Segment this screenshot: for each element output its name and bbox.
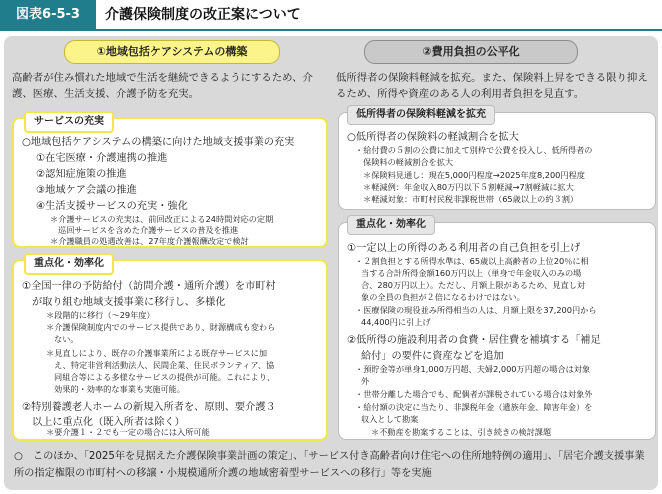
efficiency-note: ＊介護保険制度内でのサービス提供であり、財源構成も変わら [46,322,276,332]
right-efficiency-line: 給付」の要件に資産などを追加 [361,351,504,362]
service-line: ②認知症施策の推進 [36,169,127,180]
right-efficiency-box [338,219,656,440]
left-efficiency-box [12,259,328,441]
low-income-note: ＊軽減対象：市町村民税非課税世帯（65歳以上の約３割） [363,194,579,204]
footer-bullet: ○ [14,451,23,462]
service-line: ○地域包括ケアシステムの構築に向けた地域支援事業の充実 [22,137,295,148]
figure-header [0,0,662,30]
right-efficiency-note: ・預貯金等が単身1,000万円超、夫婦2,000万円超の場合は対象 [355,364,591,374]
right-efficiency-note: 象の全員の負担が２倍になるわけではない。 [361,292,525,302]
figure-title: 介護保険制度の改正案について [105,7,301,23]
right-efficiency-note: ・給付額の決定に当たり、非課税年金（遺族年金、障害年金）を [355,402,593,412]
efficiency-line: ②特別養護老人ホームの新規入所者を、原則、要介護３ [22,402,276,413]
service-line: ④生活支援サービスの充実・強化 [36,201,188,212]
right-efficiency-line: ②低所得の施設利用者の食費・居住費を補填する「補足 [347,335,601,346]
efficiency-note: 同組合等による多様なサービスの提供が可能。これにより、 [54,372,276,382]
right-efficiency-note: 収入として勘案 [361,414,419,424]
header-divider [0,29,662,31]
right-efficiency-note: ＊不動産を勘案することは、引き続きの検討課題 [371,427,552,437]
right-intro-text: 低所得者の保険料軽減を拡充。また、保険料上昇をできる限り抑えるため、所得や資産のある人の利用者負担を見直す。 [336,72,648,100]
low-income-note: 保険料の軽減割合を拡大 [363,157,454,167]
figure-number: 図表6-5-3 [0,0,96,30]
cost-fairness-heading: ②費用負担の公平化 [364,40,578,64]
left-efficiency-title: 重点化・効率化 [24,253,114,275]
low-income-box [338,109,656,210]
low-income-line: ○低所得者の保険料の軽減割合を拡大 [347,132,519,143]
right-efficiency-title: 重点化・効率化 [347,215,435,235]
left-intro-text: 高齢者が住み慣れた地域で生活を継続できるようにするため、介護、医療、生活支援、介護予防を充実。 [12,72,313,100]
efficiency-note: 効果的・効率的な事業も実施可能。 [54,384,186,394]
service-line: ③地域ケア会議の推進 [36,185,137,196]
right-efficiency-note: ・世帯分離した場合でも、配偶者が課税されている場合は対象外 [355,389,593,399]
efficiency-line: が取り組む地域支援事業に移行し、多様化 [32,297,226,308]
efficiency-note: え、特定非営利活動法人、民間企業、住民ボランティア、協 [54,360,275,370]
low-income-note: ＊軽減例：年金収入80万円以下５割軽減→7割軽減に拡大 [363,182,574,192]
efficiency-note: ない。 [54,334,79,344]
footer-note [14,448,654,482]
efficiency-note: ＊段階的に移行（～29年度） [46,310,155,320]
low-income-note: ＊保険料見通し：現在5,000円程度→2025年度8,200円程度 [363,170,585,180]
service-enhancement-title: サービスの充実 [24,111,114,133]
right-efficiency-note: ・２割負担とする所得水準は、65歳以上高齢者の上位20％に相 [355,256,589,266]
service-note: ＊介護サービスの充実は、前回改正による24時間対応の定期 [50,214,274,224]
efficiency-line: ①全国一律の予防給付（訪問介護・通所介護）を市町村 [22,281,276,292]
efficiency-note: ＊要介護１・２でも一定の場合には入所可能 [46,427,210,437]
system-building-heading: ①地域包括ケアシステムの構築 [64,40,280,64]
footer-text: このほか、「2025年を見据えた介護保険事業計画の策定」、「サービス付き高齢者向け住宅への住所地特例の適用」、「居宅介護支援事業所の指定権限の市町村への移譲・小規模通所介護の地域密着型サービスへの移行」等を実施 [14,451,645,479]
right-efficiency-note: 44,400円に引上げ [361,317,431,327]
right-efficiency-line: ①一定以上の所得のある利用者の自己負担を引上げ [347,243,581,254]
service-note: ＊介護職員の処遇改善は、27年度介護報酬改定で検討 [50,236,249,246]
efficiency-line: 以上に重点化（既入所者は除く） [32,417,185,428]
right-efficiency-note: 外 [361,376,370,386]
service-note: 巡回サービスを含めた介護サービスの普及を推進 [58,225,239,235]
service-line: ①在宅医療・介護連携の推進 [36,153,168,164]
right-efficiency-note: 合、280万円以上）。ただし、月額上限があるため、見直し対 [361,280,586,290]
right-efficiency-note: ・医療保険の現役並み所得相当の人は、月額上限を37,200円から [355,305,597,315]
low-income-title: 低所得者の保険料軽減を拡充 [347,105,495,125]
low-income-note: ・給付費の５割の公費に加えて別枠で公費を投入し、低所得者の [355,145,593,155]
right-efficiency-note: 当する合計所得金額160万円以上（単身で年金収入のみの場 [361,268,582,278]
service-enhancement-box [12,117,328,248]
efficiency-note: ＊見直しにより、既存の介護事業所による既存サービスに加 [46,348,268,358]
